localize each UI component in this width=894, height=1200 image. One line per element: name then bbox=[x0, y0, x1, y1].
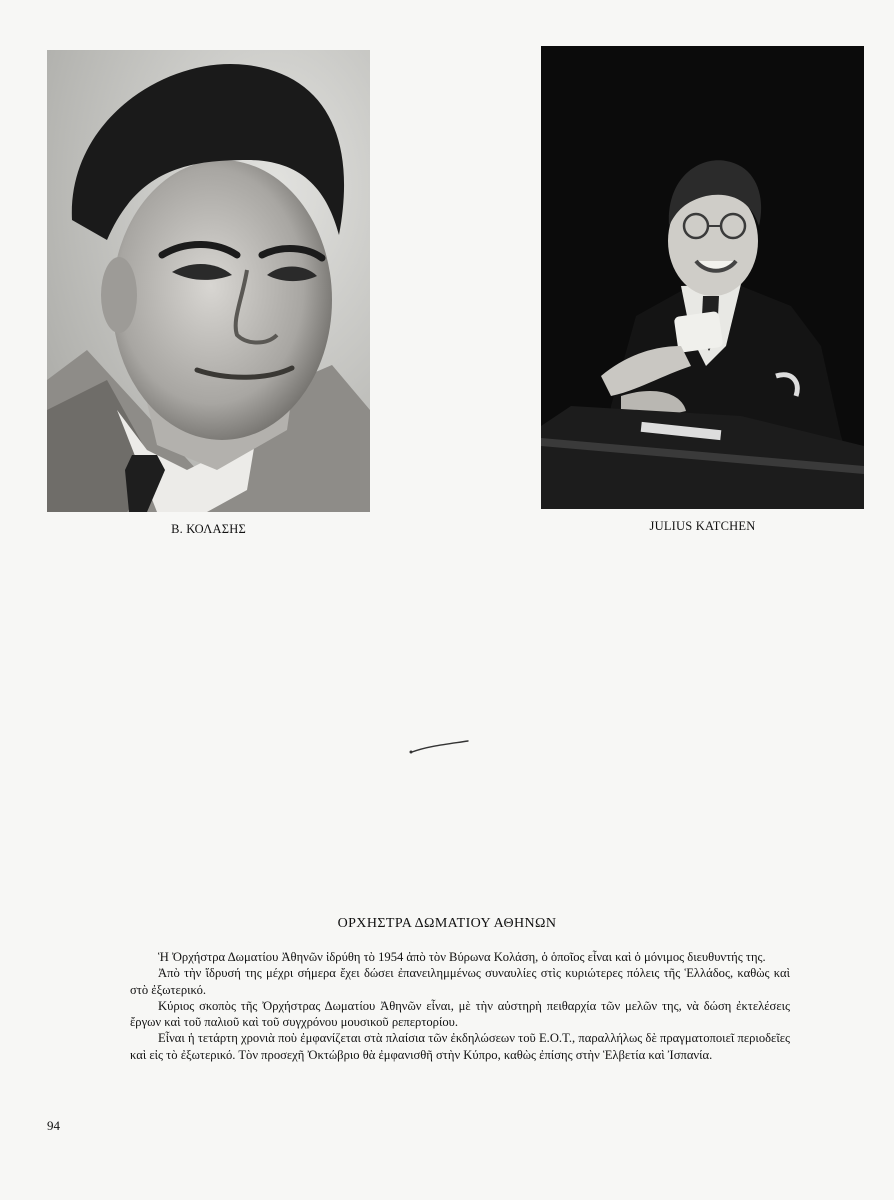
portrait-katchen-illustration bbox=[541, 46, 864, 509]
ink-stroke-mark bbox=[408, 738, 472, 758]
article-paragraph: Εἶναι ἡ τετάρτη χρονιὰ ποὺ ἐμφανίζεται στὰ πλαίσια τῶν ἐκδηλώσεων τοῦ Ε.Ο.Τ., παραλλήλως δὲ πραγματοποιεῖ περιοδεῖες καὶ εἰς τὸ ἐξωτερικό. Τὸν προσεχῆ Ὀκτώβριο θὰ ἐμφανισθῆ στὴν Κύπρο, καθὼς ἐπίσης στὴν Ἑλβετία καὶ Ἰσπανία. bbox=[130, 1031, 790, 1062]
article-paragraph: Ἀπὸ τὴν ἵδρυσή της μέχρι σήμερα ἔχει δώσει ἐπανειλημμένως συναυλίες στὶς κυριώτερες πόλεις τῆς Ἑλλάδος, καθὼς καὶ στὸ ἐξωτερικό. bbox=[130, 966, 790, 997]
photo-caption-kolasis: Β. ΚΟΛΑΣΗΣ bbox=[171, 522, 246, 536]
portrait-photo-kolasis bbox=[47, 50, 370, 512]
portrait-photo-katchen bbox=[541, 46, 864, 509]
page-number: 94 bbox=[47, 1118, 60, 1133]
article-body bbox=[130, 949, 790, 1063]
article-paragraph: Ἡ Ὀρχήστρα Δωματίου Ἀθηνῶν ἱδρύθη τὸ 1954 ἀπὸ τὸν Βύρωνα Κολάση, ὁ ὁποῖος εἶναι καὶ ὁ μόνιμος διευθυντής της. bbox=[158, 950, 766, 964]
photo-caption-katchen: JULIUS KATCHEN bbox=[649, 519, 756, 533]
article-paragraph: Κύριος σκοπὸς τῆς Ὀρχήστρας Δωματίου Ἀθηνῶν εἶναι, μὲ τὴν αὐστηρὴ πειθαρχία τῶν μελῶν της, νὰ δώση ἐκτελέσεις ἔργων καὶ τοῦ παλιοῦ καὶ τοῦ συγχρόνου μουσικοῦ ρεπερτορίου. bbox=[130, 998, 790, 1030]
section-title: ΟΡΧΗΣΤΡΑ ΔΩΜΑΤΙΟΥ ΑΘΗΝΩΝ bbox=[337, 916, 557, 931]
portrait-kolasis-illustration bbox=[47, 50, 370, 512]
